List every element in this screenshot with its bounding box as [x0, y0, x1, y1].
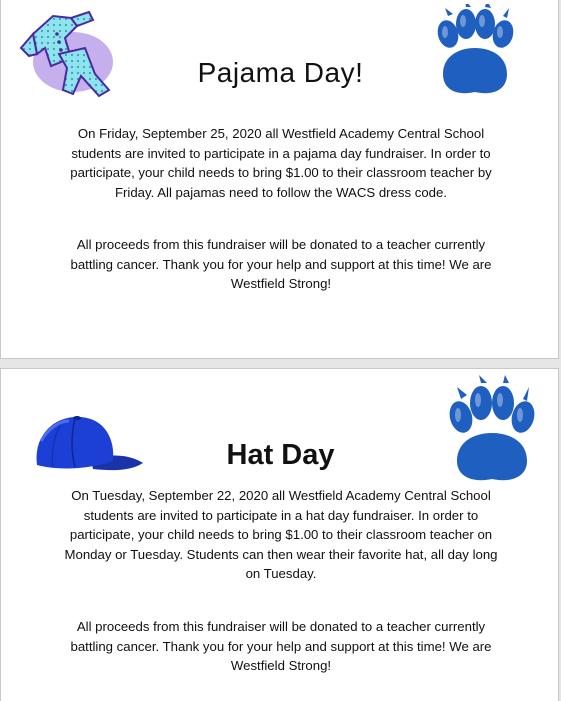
page-title: Hat Day — [226, 439, 335, 471]
hat-day-page — [0, 368, 559, 701]
fundraiser-note: All proceeds from this fundraiser will be donated to a teacher currently battling cancer. Thank you for your help and support at this time! We are Westfield Strong! — [70, 619, 492, 673]
event-description: On Friday, September 25, 2020 all Westfield Academy Central School students are invited to participate in a pajama day fundraiser. In order to participate, your child needs to bring $1.00 to their classroom teacher by Friday. All pajamas need to follow the WACS dress code. — [70, 126, 492, 200]
fundraiser-note: All proceeds from this fundraiser will be donated to a teacher currently battling cancer. Thank you for your help and support at this time! We are Westfield Strong! — [70, 237, 492, 291]
paw-print-icon — [421, 4, 521, 104]
event-description: On Tuesday, September 22, 2020 all Westfield Academy Central School students are invited to participate in a hat day fundraiser. In order to participate, your child needs to bring $1.00 to their classroom teacher on Monday or Tuesday. Students can then wear their favorite hat, all day long on Tuesday. — [64, 488, 498, 581]
page-title: Pajama Day! — [197, 57, 364, 88]
